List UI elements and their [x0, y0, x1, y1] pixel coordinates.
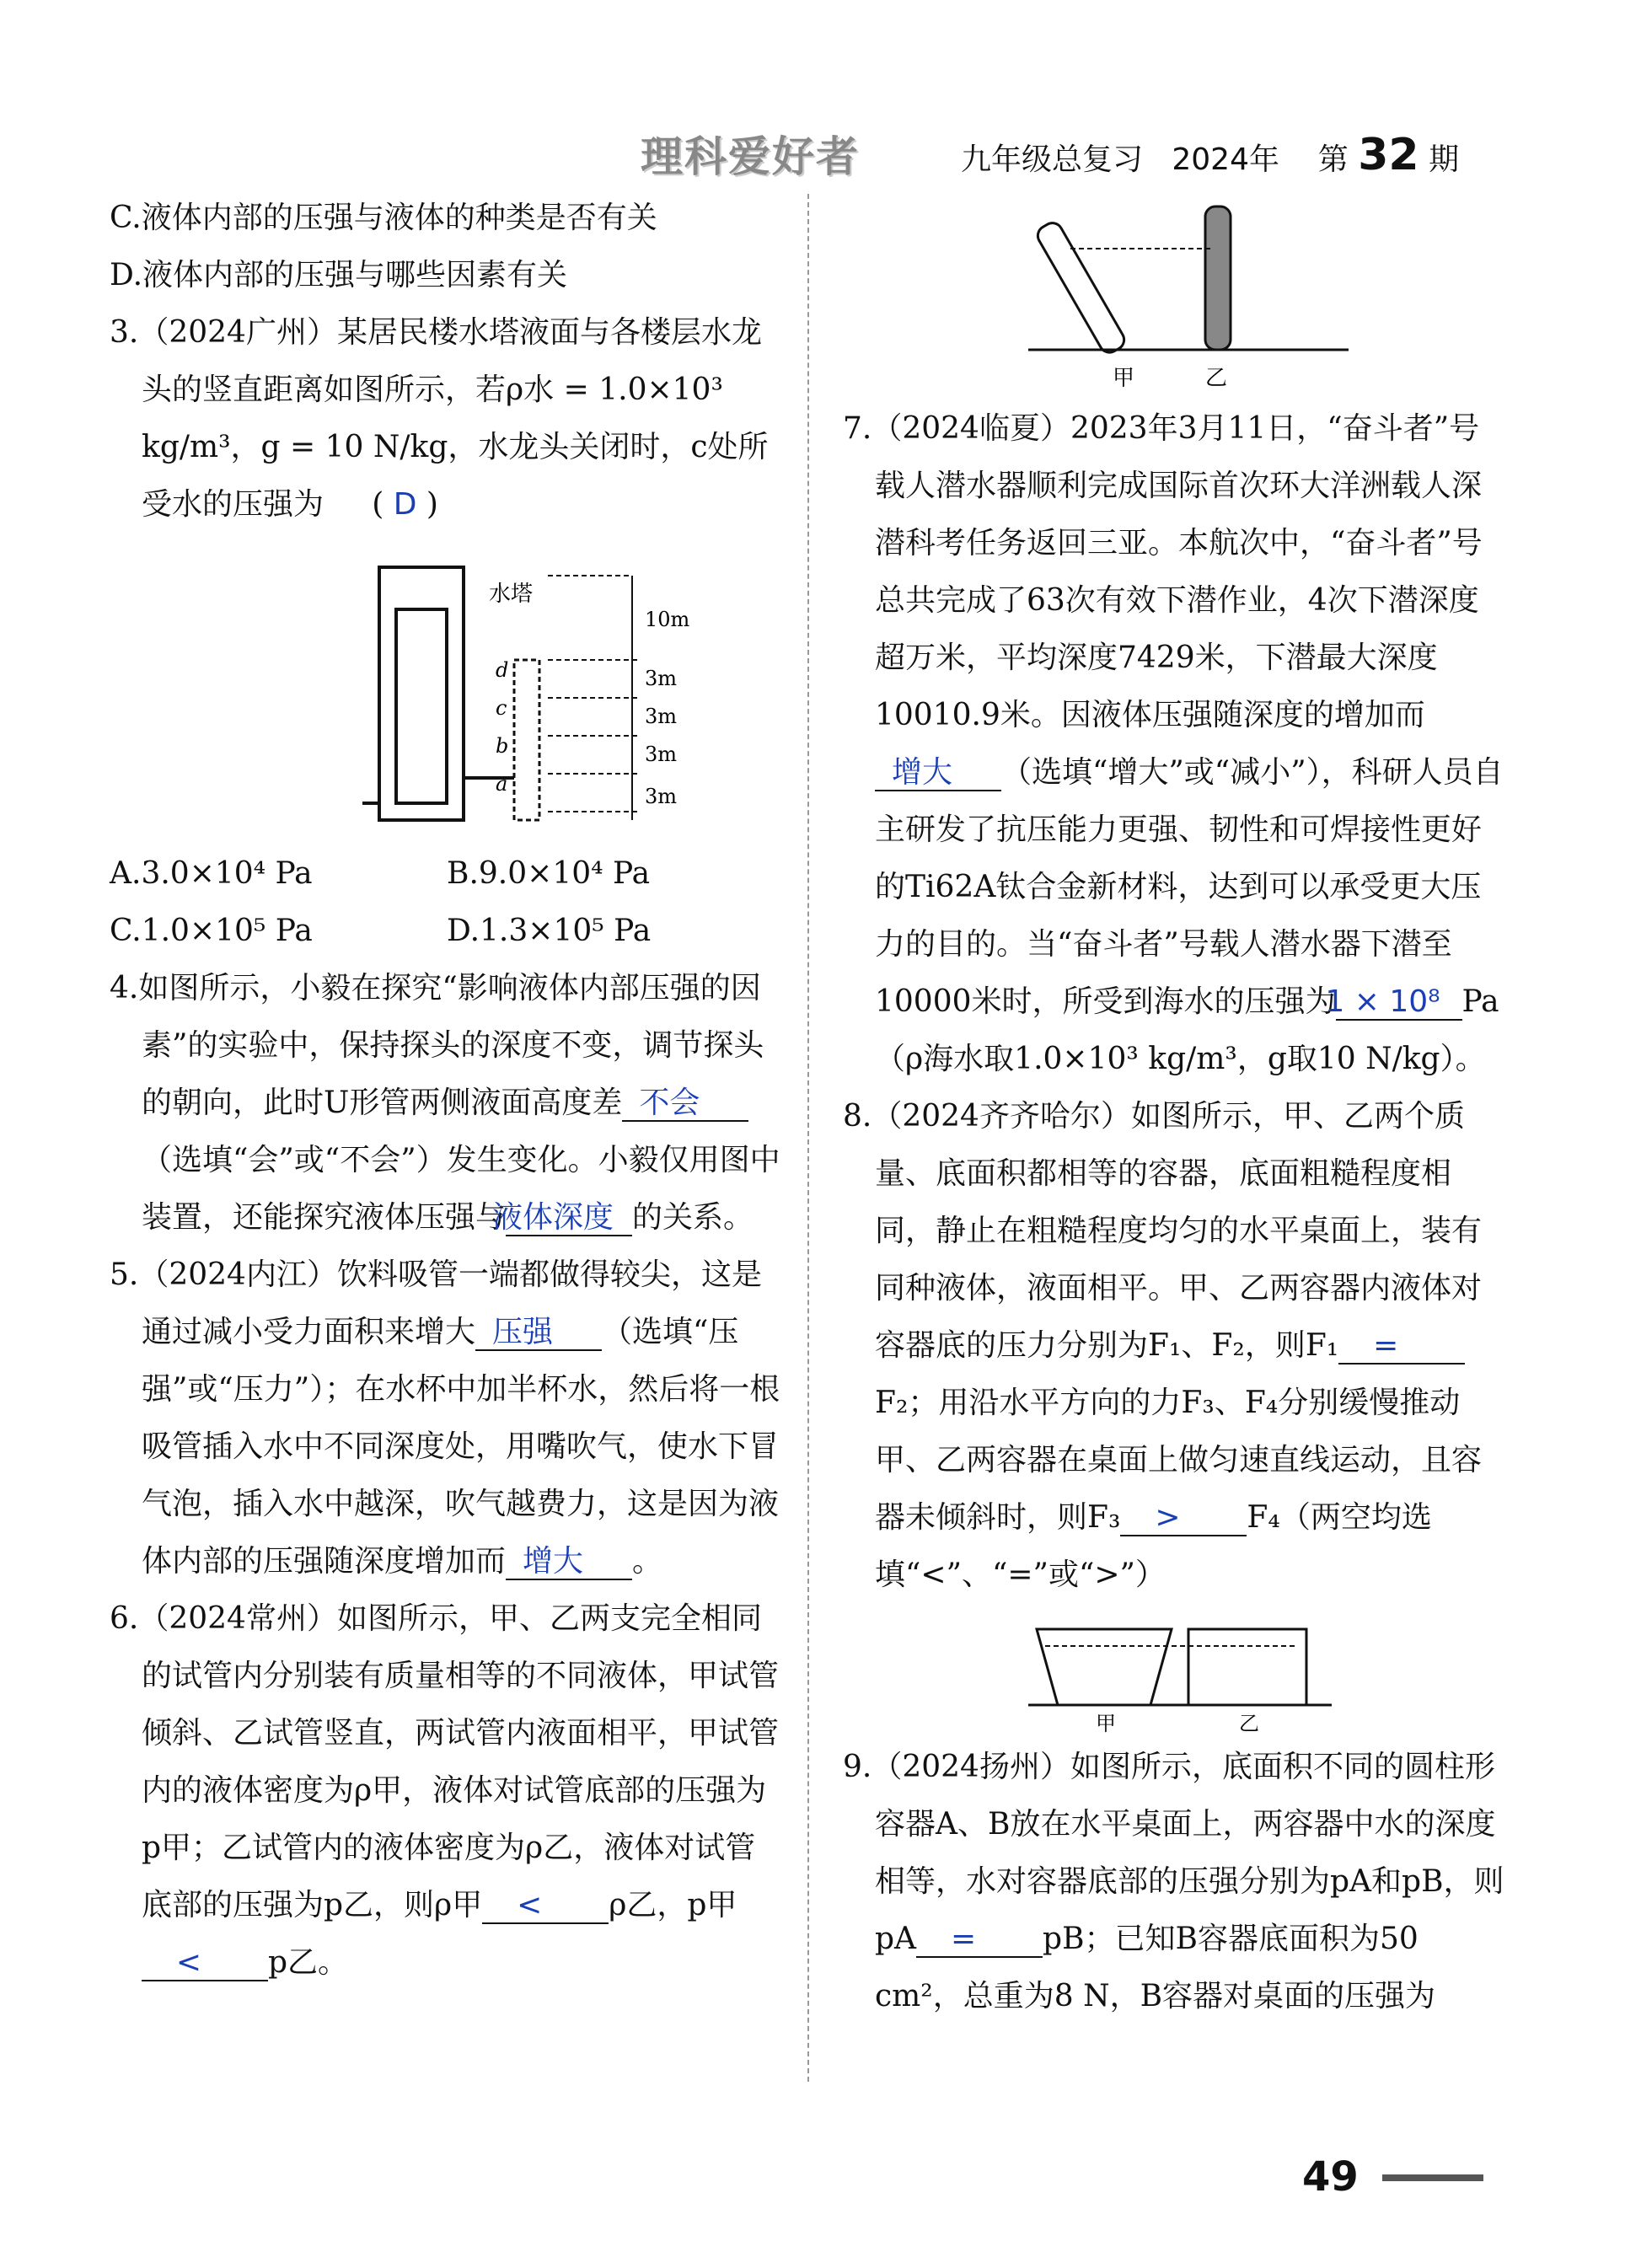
fig3-label-3m-3: 3m	[645, 743, 678, 766]
fig3-label-c: c	[496, 696, 507, 720]
question-9	[843, 1739, 1509, 2025]
issue-number: 32	[1358, 130, 1419, 180]
fig8-label-yi: 乙	[1239, 1712, 1259, 1735]
header-info	[961, 130, 1459, 180]
q5-text-1: 5.（2024内江）饮料吸管一端都做得较尖，这是通过减小受力面积来增大	[110, 1257, 762, 1349]
containers-figure	[1011, 1604, 1433, 1739]
q3-option-b: B.9.0×10⁴ Pa	[447, 856, 651, 891]
fig3-label-d: d	[496, 658, 509, 682]
footer-bar	[1382, 2174, 1483, 2181]
q7-text-1: 7.（2024临夏）2023年3月11日，“奋斗者”号载人潜水器顺利完成国际首次环大洋洲载人深潜科考任务返回三亚。本航次中，“奋斗者”号总共完成了63次有效下潜作业，4次下潜深度超万米，平均深度7429米，下潜最大深度10010.9米。因液体压强随深度的增加而	[843, 411, 1483, 732]
q5-blank-1: 压强	[475, 1316, 602, 1351]
question-3: 3.（2024广州）某居民楼水塔液面与各楼层水龙头的竖直距离如图所示，若ρ水 = 1.0×10³ kg/m³，g = 10 N/kg，水龙头关闭时，c处所受水的压强为 ( D )	[110, 315, 769, 522]
q4-text-1: 4.如图所示，小毅在探究“影响液体内部压强的因素”的实验中，保持探头的深度不变，调节探头的朝向，此时U形管两侧液面高度差	[110, 971, 764, 1120]
issue-suffix: 期	[1429, 142, 1460, 177]
q8-text-1: 8.（2024齐齐哈尔）如图所示，甲、乙两个质量、底面积都相等的容器，底面粗糙程度相同，静止在粗糙程度均匀的水平桌面上，装有同种液体，液面相平。甲、乙两容器内液体对容器底的压力分别为F₁、F₂，则F₁	[843, 1099, 1483, 1363]
fig3-label-a: a	[496, 772, 508, 796]
q7-blank-1: 增大	[875, 756, 1001, 791]
q7-blank-2: 1 × 10⁸	[1336, 985, 1462, 1021]
question-7	[843, 400, 1509, 1088]
q3-options-row-1	[110, 845, 784, 903]
right-column	[843, 190, 1509, 2025]
q6-blank-2: <	[142, 1946, 268, 1981]
q9-text-1: 9.（2024扬州）如图所示，底面积不同的圆柱形容器A、B放在水平桌面上，两容器中水的深度相等，水对容器底部的压强分别为pA和pB，则pA	[843, 1750, 1504, 1956]
fig8-label-jia: 甲	[1096, 1712, 1116, 1735]
q8-text-2: F₂；用沿水平方向的力F₃、F₄分别缓慢推动甲、乙两容器在桌面上做匀速直线运动，且容器未倾斜时，则F₃	[875, 1386, 1483, 1535]
q8-text-3: F₄（两空均选填“<”、“=”或“>”）	[875, 1500, 1432, 1592]
q9-blank-1: =	[916, 1922, 1043, 1958]
q7-text-2: （选填“增大”或“减小”），科研人员自主研发了抗压能力更强、韧性和可焊接性更好的Ti62A钛合金新材料，达到可以承受更大压力的目的。当“奋斗者”号载人潜水器下潜至10000米时，所受到海水的压强为	[875, 755, 1504, 1019]
issue-prefix: 第	[1317, 142, 1349, 177]
test-tubes-figure	[1011, 190, 1433, 400]
q3-option-a: A.3.0×10⁴ Pa	[110, 856, 313, 891]
q6-text-1: 6.（2024常州）如图所示，甲、乙两支完全相同的试管内分别装有质量相等的不同液体，甲试管倾斜、乙试管竖直，两试管内液面相平，甲试管内的液体密度为ρ甲，液体对试管底部的压强为p甲；乙试管内的液体密度为ρ乙，液体对试管底部的压强为p乙，则ρ甲	[110, 1601, 780, 1922]
water-tower-figure	[312, 533, 784, 845]
q6-text-2: ρ乙，p甲	[609, 1888, 737, 1922]
fig3-label-10m: 10m	[645, 608, 690, 631]
q6-text-3: p乙。	[268, 1945, 349, 1980]
option-c: C.液体内部的压强与液体的种类是否有关	[110, 201, 657, 235]
year-label: 2024年	[1172, 142, 1279, 177]
question-8	[843, 1088, 1509, 1604]
q3-options-row-2	[110, 903, 784, 960]
q4-text-2: （选填“会”或“不会”）发生变化。小毅仅用图中装置，还能探究液体压强与	[142, 1143, 780, 1235]
fig6-label-jia: 甲	[1113, 366, 1135, 391]
edition-label: 九年级总复习	[961, 142, 1144, 177]
q8-blank-1: =	[1338, 1329, 1465, 1365]
q3-text: 3.（2024广州）某居民楼水塔液面与各楼层水龙头的竖直距离如图所示，若ρ水 = 1.0×10³ kg/m³，g = 10 N/kg，水龙头关闭时，c处所受水的压强为	[110, 315, 769, 522]
question-5	[110, 1247, 784, 1590]
question-6	[110, 1590, 784, 1992]
q5-text-2: （选填“压强”或“压力”）；在水杯中加半杯水，然后将一根吸管插入水中不同深度处，用嘴吹气，使水下冒气泡，插入水中越深，吹气越费力，这是因为液体内部的压强随深度增加而	[142, 1315, 780, 1579]
q7-text-3: Pa（ρ海水取1.0×10³ kg/m³，g取10 N/kg）。	[875, 984, 1499, 1076]
q3-answer: D	[393, 487, 417, 522]
question-4	[110, 960, 784, 1247]
fig3-label-tower: 水塔	[489, 582, 534, 607]
fig3-label-3m-4: 3m	[645, 785, 678, 808]
fig6-label-yi: 乙	[1205, 366, 1228, 391]
q4-blank-1: 不会	[622, 1086, 748, 1122]
q6-blank-1: <	[482, 1889, 609, 1924]
q3-option-c: C.1.0×10⁵ Pa	[110, 914, 313, 948]
q5-blank-2: 增大	[506, 1545, 632, 1580]
q9-text-2: pB；已知B容器底面积为50 cm²，总重为8 N，B容器对桌面的压强为	[875, 1922, 1436, 2013]
option-d: D.液体内部的压强与哪些因素有关	[110, 258, 568, 292]
fig3-label-b: b	[496, 734, 509, 758]
q4-text-3: 的关系。	[632, 1200, 754, 1235]
page-header	[641, 118, 1593, 184]
left-column	[110, 190, 784, 1992]
magazine-logo: 理科爱好者	[641, 132, 860, 181]
column-divider	[807, 194, 809, 2082]
q4-blank-2: 液体深度	[506, 1201, 632, 1236]
q3-option-d: D.1.3×10⁵ Pa	[447, 914, 652, 948]
q5-text-3: 。	[632, 1544, 663, 1579]
page-number: 49	[1302, 2153, 1359, 2201]
fig3-label-3m-1: 3m	[645, 667, 678, 690]
q8-blank-2: >	[1120, 1501, 1247, 1536]
fig3-label-3m-2: 3m	[645, 705, 678, 728]
